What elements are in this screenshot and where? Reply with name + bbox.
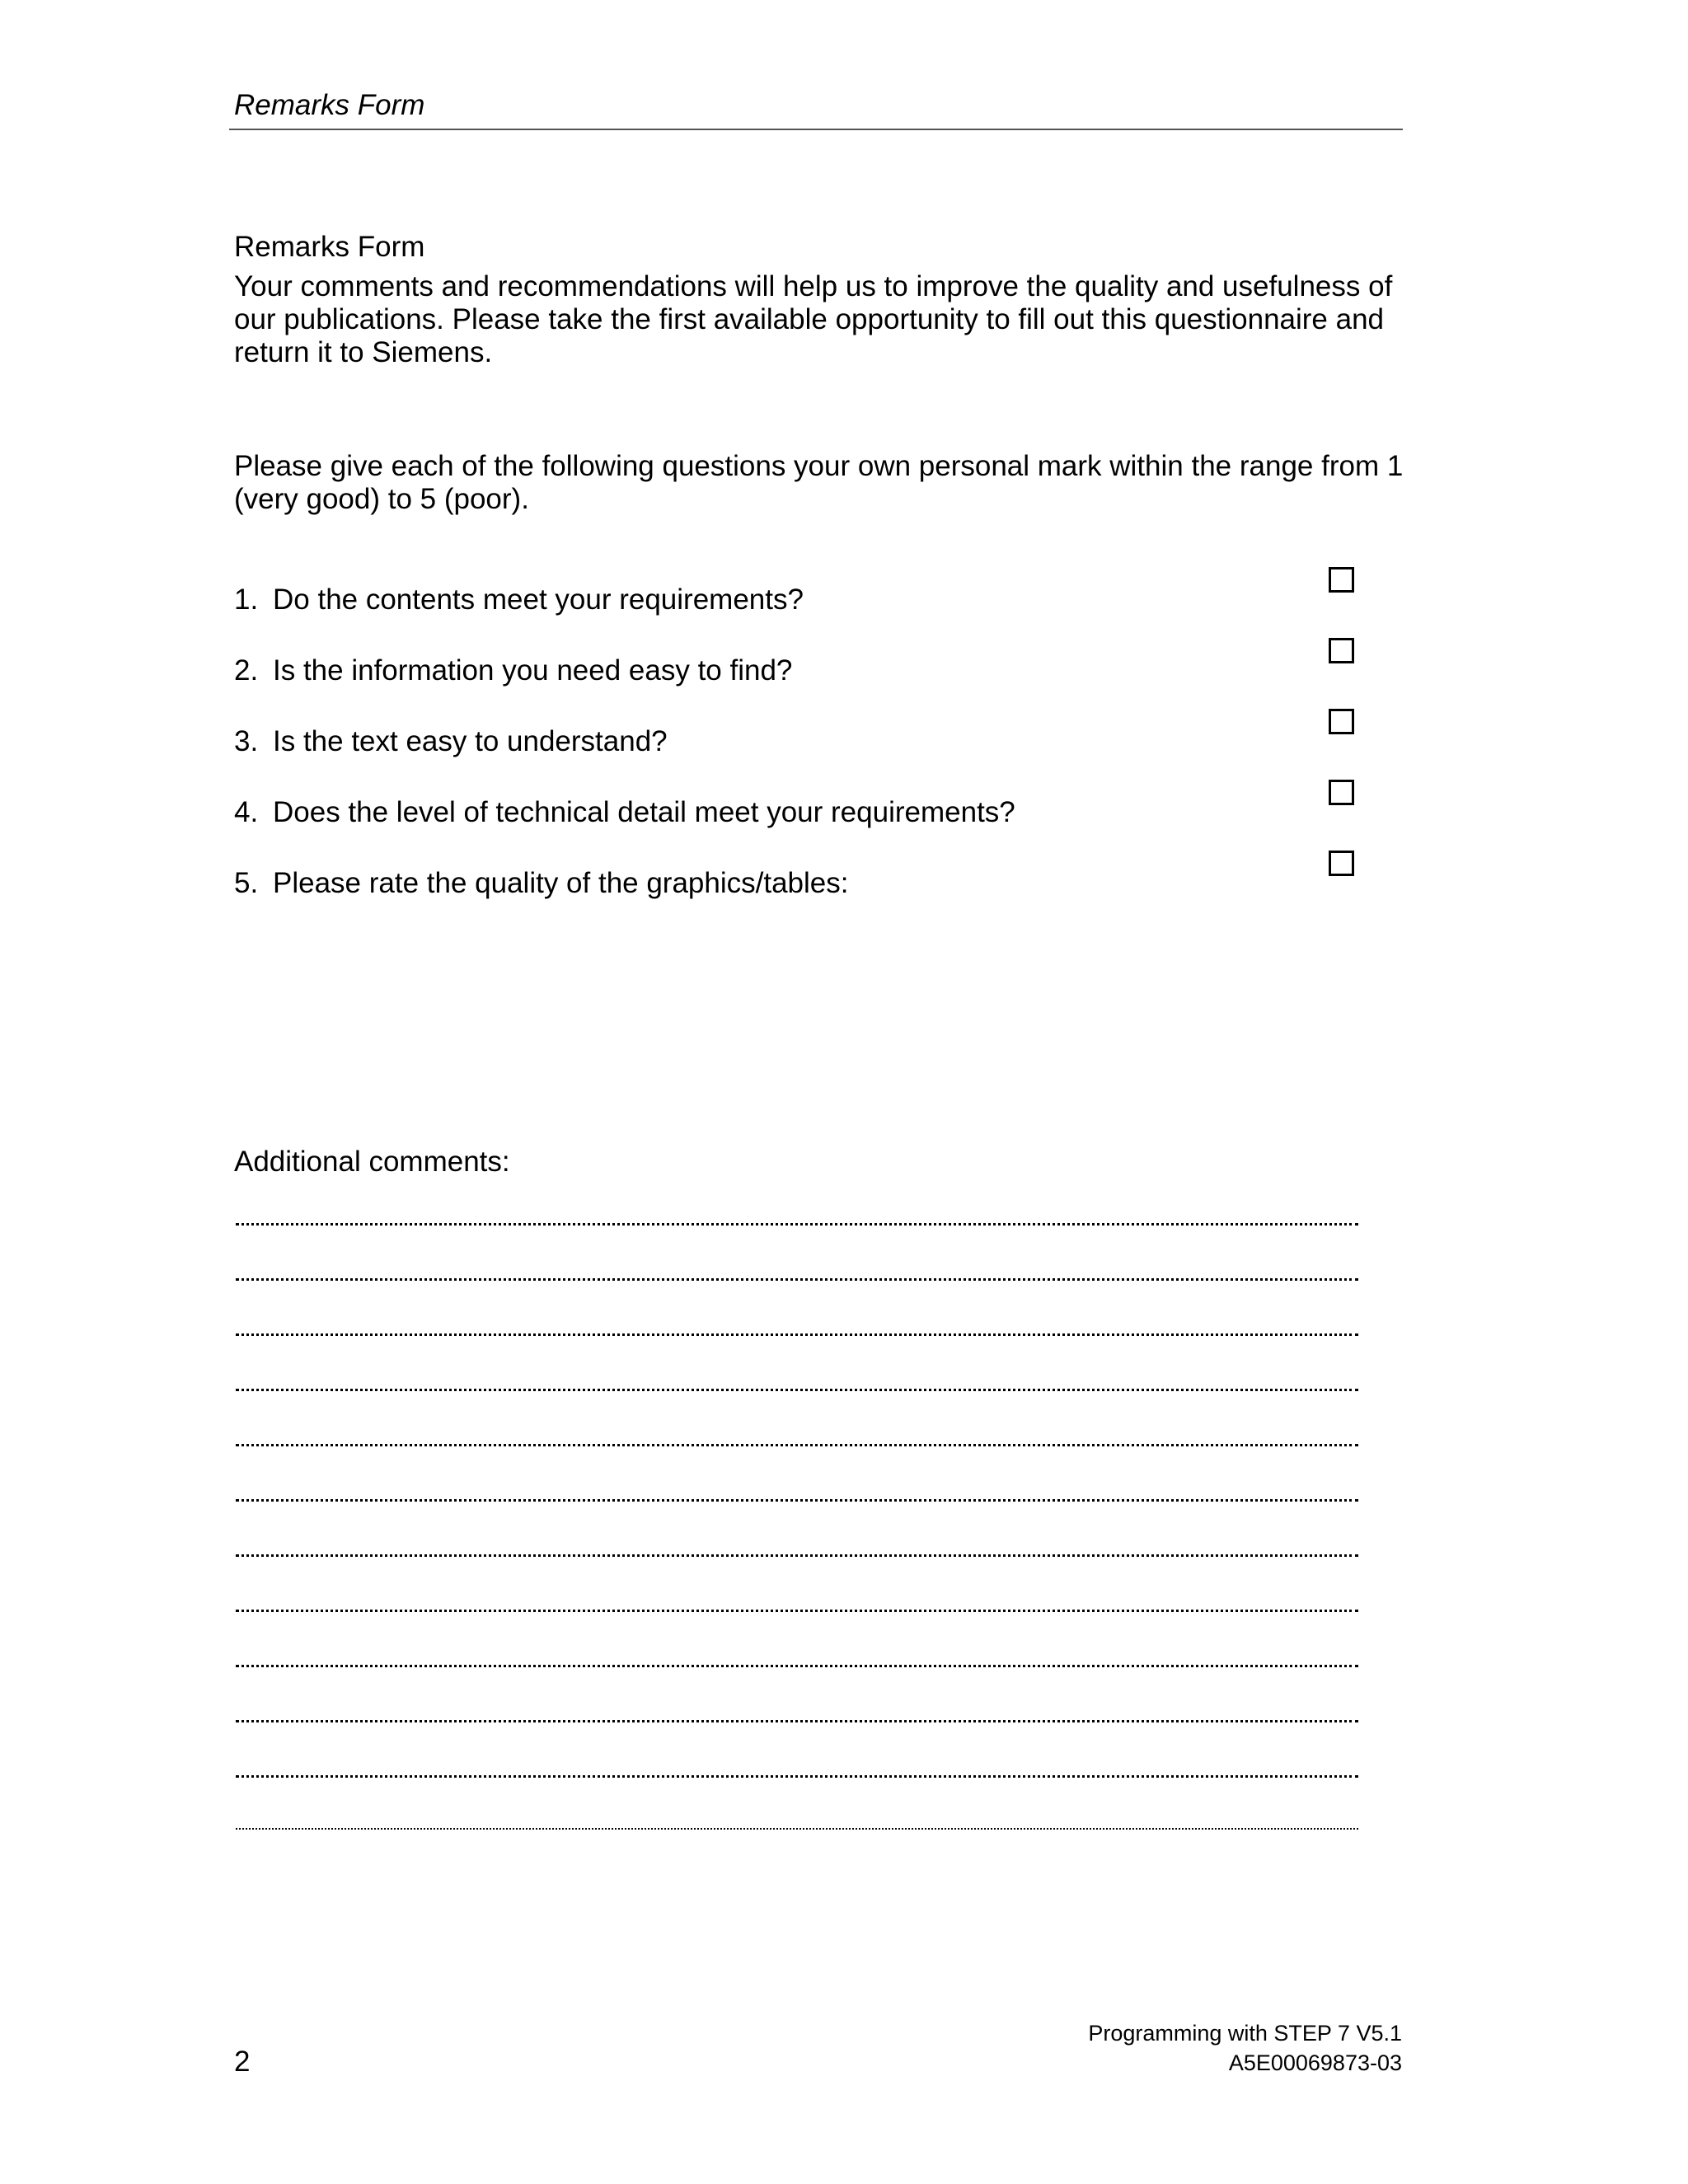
header-divider	[229, 129, 1403, 130]
question-number: 5.	[234, 867, 259, 899]
rating-instruction: Please give each of the following questions your own personal mark within the range from 1 (very good) to 5 (poor).	[234, 450, 1404, 515]
comment-line-3[interactable]	[236, 1333, 1358, 1336]
form-intro-paragraph: Your comments and recommendations will help us to improve the quality and usefulness of our publications. Please take the first available opportunity to fill out this questionnaire and return it to Siemens.	[234, 270, 1393, 368]
rating-box-question-2[interactable]	[1329, 638, 1354, 663]
rating-box-question-3[interactable]	[1329, 709, 1354, 734]
question-number: 2.	[234, 654, 259, 687]
comment-line-5[interactable]	[236, 1444, 1358, 1446]
question-number: 1.	[234, 583, 259, 616]
question-text: Does the level of technical detail meet your requirements?	[273, 796, 1015, 828]
question-number: 4.	[234, 796, 259, 828]
question-text: Is the text easy to understand?	[273, 725, 668, 757]
question-item	[234, 654, 1388, 704]
comment-line-4[interactable]	[236, 1389, 1358, 1391]
page-header-title: Remarks Form	[234, 89, 425, 121]
footer-document-id: A5E00069873-03	[1228, 2050, 1402, 2075]
comment-line-8[interactable]	[236, 1610, 1358, 1612]
question-item	[234, 583, 1388, 633]
comment-line-2[interactable]	[236, 1278, 1358, 1281]
comment-line-9[interactable]	[236, 1665, 1358, 1667]
question-item	[234, 725, 1388, 775]
comment-line-7[interactable]	[236, 1554, 1358, 1557]
question-text: Is the information you need easy to find?	[273, 654, 793, 687]
page-number: 2	[234, 2046, 251, 2078]
rating-box-question-4[interactable]	[1329, 780, 1354, 805]
question-text: Please rate the quality of the graphics/tables:	[273, 867, 849, 899]
comment-line-10[interactable]	[236, 1720, 1358, 1722]
question-number: 3.	[234, 725, 259, 757]
comment-line-11[interactable]	[236, 1775, 1358, 1778]
form-title: Remarks Form	[234, 231, 425, 263]
rating-box-question-5[interactable]	[1329, 851, 1354, 876]
rating-box-question-1[interactable]	[1329, 567, 1354, 593]
footer-document-title: Programming with STEP 7 V5.1	[1088, 2021, 1402, 2046]
comment-line-1[interactable]	[236, 1223, 1358, 1226]
additional-comments-label: Additional comments:	[234, 1146, 510, 1178]
comment-line-6[interactable]	[236, 1499, 1358, 1502]
question-item	[234, 867, 1388, 916]
question-text: Do the contents meet your requirements?	[273, 583, 804, 616]
question-item	[234, 796, 1388, 846]
comment-line-12[interactable]	[236, 1828, 1358, 1830]
